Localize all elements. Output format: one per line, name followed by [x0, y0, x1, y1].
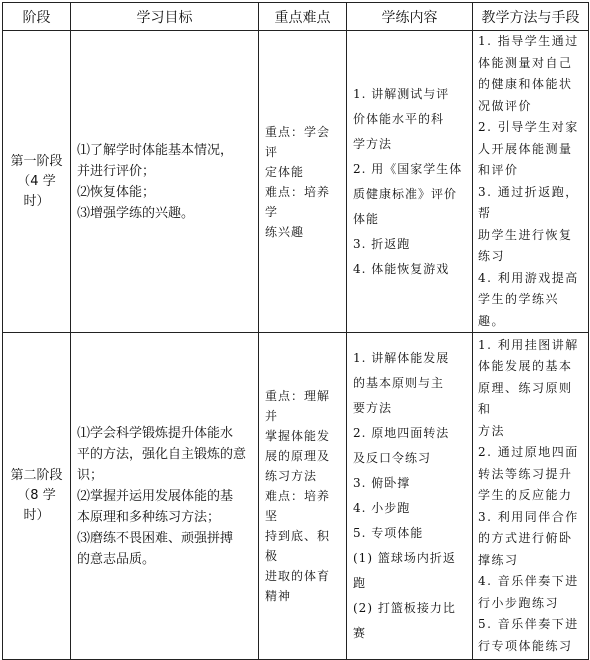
stage-line: 时） [23, 193, 50, 209]
content-line: 学方法 [353, 136, 393, 151]
goal-line: 的意志品质。 [77, 551, 156, 567]
method-line: 4. 音乐伴奏下进 [478, 574, 579, 589]
key-points-cell [259, 333, 347, 660]
key-point-line: 难点：培养坚 [265, 489, 331, 523]
methods-cell [473, 333, 589, 660]
header-practice-content: 学练内容 [347, 3, 473, 31]
key-point-line: 掌握体能发 [265, 429, 331, 443]
goal-line: ⑶磨练不畏困难、顽强拼搏 [77, 530, 234, 546]
content-line: 4. 小步跑 [353, 501, 411, 515]
key-point-line: 难点：培养学 [265, 184, 331, 219]
stage-line: （4 学 [17, 173, 56, 189]
goals-cell [71, 333, 259, 660]
method-line: 5. 音乐伴奏下进 [478, 617, 579, 632]
method-line: 3. 利用同伴合作 [478, 509, 579, 524]
method-line: 行专项体能练习 [478, 638, 573, 653]
stage-cell [3, 333, 71, 660]
method-line: 助学生进行恢复 [478, 227, 573, 242]
method-line: 2. 通过原地四面 [478, 445, 579, 460]
content-line: 质健康标准》评价 [353, 186, 458, 201]
method-line: 1. 指导学生通过 [478, 34, 579, 48]
key-point-line: 重点：学会评 [265, 124, 331, 159]
method-line: 撑练习 [478, 552, 519, 567]
content-cell [347, 333, 473, 660]
key-point-line: 定体能 [265, 164, 305, 179]
methods-cell [473, 31, 589, 333]
stage-line: 第二阶段 [10, 468, 63, 483]
content-line: 的基本原则与主 [353, 376, 445, 390]
method-line: 的方式进行俯卧 [478, 531, 573, 546]
method-line: 学生的反应能力 [478, 488, 573, 503]
key-point-line: 练习方法 [265, 469, 318, 483]
content-line: (2) 打篮板接力比 [353, 601, 456, 615]
content-line: 及反口令练习 [353, 451, 432, 465]
content-line: 4. 体能恢复游戏 [353, 261, 450, 276]
stage-line: 第一阶段 [10, 153, 63, 169]
method-line: 和评价 [478, 163, 519, 177]
content-line: 2. 原地四面转法 [353, 426, 450, 440]
key-points-cell [259, 31, 347, 333]
content-line: 价体能水平的科 [353, 111, 445, 126]
method-line: 的健康和体能状 [478, 77, 573, 91]
method-line: 况做评价 [478, 98, 533, 113]
method-line: 人开展体能测量 [478, 141, 573, 156]
method-line: 方法 [478, 423, 506, 438]
table-row [3, 31, 589, 333]
goal-line: ⑴了解学时体能基本情况， [77, 142, 234, 158]
method-line: 1. 利用挂图讲解 [478, 337, 579, 352]
content-line: 赛 [353, 626, 367, 640]
header-learning-goals: 学习目标 [71, 3, 259, 31]
content-line: 3. 俯卧撑 [353, 476, 411, 490]
method-line: 行小步跑练习 [478, 595, 560, 610]
stage-line: （8 学 [17, 488, 56, 503]
goal-line: 识； [77, 467, 104, 483]
content-line: 要方法 [353, 401, 393, 415]
key-point-line: 进取的体育 [265, 569, 331, 583]
header-key-points: 重点难点 [259, 3, 347, 31]
goals-cell [71, 31, 259, 333]
content-line: 5. 专项体能 [353, 526, 424, 540]
stage-line: 时） [23, 508, 50, 523]
method-line: 2. 引导学生对家 [478, 120, 579, 134]
goal-line: 平的方法，强化自主锻炼的意 [77, 446, 247, 462]
method-line: 练习 [478, 249, 506, 263]
content-line: 1. 讲解测试与评 [353, 86, 450, 101]
method-line: 3. 通过折返跑，帮 [478, 184, 579, 220]
goal-line: 本原理和多种练习方法； [77, 509, 221, 525]
goal-line: ⑶增强学练的兴趣。 [77, 205, 195, 221]
teaching-plan-table [2, 2, 589, 660]
header-stage: 阶段 [3, 3, 71, 31]
method-line: 转法等练习提升 [478, 466, 573, 481]
content-line: 跑 [353, 576, 367, 590]
content-line: 3. 折返跑 [353, 236, 411, 251]
method-line: 学生的学练兴趣。 [478, 292, 560, 328]
key-point-line: 练兴趣 [265, 224, 305, 239]
header-row [3, 3, 589, 31]
goal-line: ⑵恢复体能； [77, 184, 156, 200]
method-line: 原理、练习原则和 [478, 380, 573, 417]
content-line: (1) 篮球场内折返 [353, 551, 456, 565]
key-point-line: 精神 [265, 589, 292, 603]
stage-cell [3, 31, 71, 333]
goal-line: ⑵掌握并运用发展体能的基 [77, 488, 234, 504]
table-row [3, 333, 589, 660]
key-point-line: 重点：理解并 [265, 389, 331, 423]
header-teaching-methods: 教学方法与手段 [473, 3, 589, 31]
goal-line: 并进行评价； [77, 163, 156, 179]
method-line: 体能发展的基本 [478, 359, 573, 374]
key-point-line: 展的原理及 [265, 449, 331, 463]
content-line: 2. 用《国家学生体 [353, 161, 463, 176]
goal-line: ⑴学会科学锻炼提升体能水 [77, 425, 234, 441]
key-point-line: 持到底、积极 [265, 529, 331, 563]
content-cell [347, 31, 473, 333]
content-line: 体能 [353, 211, 380, 226]
method-line: 体能测量对自己 [478, 55, 573, 70]
content-line: 1. 讲解体能发展 [353, 351, 450, 365]
method-line: 4. 利用游戏提高 [478, 270, 579, 285]
